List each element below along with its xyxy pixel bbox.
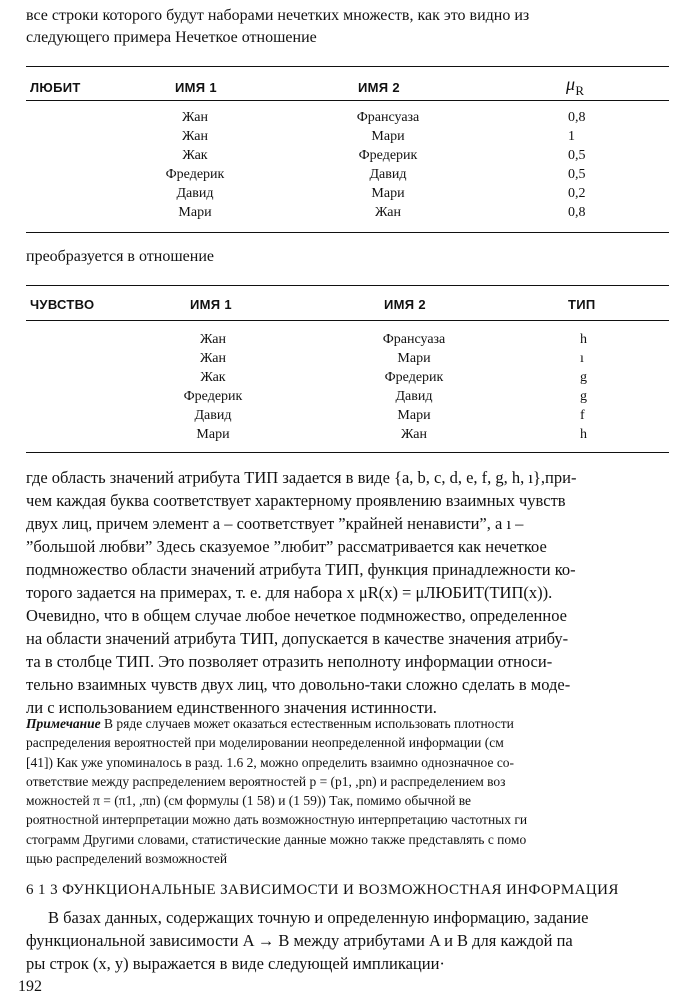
table2-cell: g <box>580 370 587 385</box>
note-first-line <box>26 714 670 733</box>
note-line: ответствие между распределением вероятностей p = (p1, ,pn) и распределением воз <box>26 773 506 789</box>
intro-line-1: все строки которого будут наборами нечетких множеств, как это видно из <box>26 7 530 24</box>
table2-cell: Фредерик <box>384 370 444 385</box>
paragraph-line: на области значений атрибута ТИП, допускается в качестве значения атрибу- <box>26 629 569 648</box>
transition-text: преобразуется в отношение <box>26 248 214 265</box>
note-line: роятностной интерпретации можно дать возможностную интерпретацию частотных ги <box>26 812 528 828</box>
note-line: стограмм Другими словами, статистические данные можно также представлять с помо <box>26 831 527 847</box>
paragraph-line: подмножество области значений атрибута ТИП, функция принадлежности ко- <box>26 560 576 579</box>
paragraph-line: Очевидно, что в общем случае любое нечеткое подмножество, определенное <box>26 606 567 625</box>
table1-cell: 0,5 <box>568 148 586 163</box>
section-line: функциональной зависимости A → B между атрибутами A и B для каждой па <box>26 931 573 950</box>
section-paragraph <box>26 906 670 975</box>
table2-header-col3: ИМЯ 2 <box>384 297 426 312</box>
table2-cell: f <box>580 408 585 423</box>
table2-cell: Мари <box>397 351 431 366</box>
table1-cell: Давид <box>369 167 407 182</box>
table2-cell: ı <box>580 351 584 366</box>
table2-cell: Жан <box>200 332 226 347</box>
table2-header-col1: ЧУВСТВО <box>30 297 95 312</box>
table1-cell: 0,2 <box>568 186 586 201</box>
table2-cell: Давид <box>194 408 232 423</box>
table1-cell: 0,5 <box>568 167 586 182</box>
table1-cell: 0,8 <box>568 205 586 220</box>
note-line: [41]) Как уже упоминалось в разд. 1.6 2, можно определить взаимно однозначное со- <box>26 754 515 770</box>
table2-cell: Фредерик <box>183 389 243 404</box>
section-line: ры строк (x, y) выражается в виде следующей импликации· <box>26 954 445 973</box>
table1-cell: Жан <box>182 129 208 144</box>
table2-cell: Давид <box>395 389 433 404</box>
table1-top-rule <box>26 66 669 67</box>
table1-cell: Давид <box>176 186 214 201</box>
table1-header-col1: ЛЮБИТ <box>30 80 81 95</box>
paragraph-line: чем каждая буква соответствует характерному проявлению взаимных чувств <box>26 491 566 510</box>
table2-cell: Жан <box>401 427 427 442</box>
note-first-text: В ряде случаев может оказаться естественным использовать плотности <box>100 716 514 731</box>
section-heading: 6 1 3 ФУНКЦИОНАЛЬНЫЕ ЗАВИСИМОСТИ И ВОЗМОЖНОСТНАЯ ИНФОРМАЦИЯ <box>26 882 619 898</box>
table1-cell: 0,8 <box>568 110 586 125</box>
table1-cell: Фредерик <box>358 148 418 163</box>
intro-line-2: следующего примера Нечеткое отношение <box>26 29 317 46</box>
note-line: можностей π = (π1, ,πn) (см формулы (1 58) и (1 59)) Так, помимо обычной ве <box>26 793 471 809</box>
table1-cell: Фредерик <box>165 167 225 182</box>
table2-cell: h <box>580 427 587 442</box>
table2-header-col4: ТИП <box>568 297 596 312</box>
paragraph-line: ”большой любви” Здесь сказуемое ”любит” рассматривается как нечеткое <box>26 537 547 556</box>
page-number: 192 <box>18 978 42 995</box>
paragraph-line: торого задается на примерах, т. е. для набора x μR(x) = μЛЮБИТ(ТИП(x)). <box>26 583 553 602</box>
table2-cell: g <box>580 389 587 404</box>
table1-bottom-rule <box>26 232 669 233</box>
table1-cell: Жак <box>182 148 208 163</box>
table1-cell: Мари <box>371 186 405 201</box>
paragraph-line: где область значений атрибута ТИП задается в виде {a, b, c, d, e, f, g, h, ı},при- <box>26 468 577 487</box>
table2-cell: Мари <box>397 408 431 423</box>
paragraph-line: ли с использованием единственного значения истинности. <box>26 698 437 717</box>
table1-header-rule <box>26 100 669 101</box>
table2-top-rule <box>26 285 669 286</box>
paragraph-line: та в столбце ТИП. Это позволяет отразить неполноту информации относи- <box>26 652 553 671</box>
table1-cell: Франсуаза <box>356 110 420 125</box>
table2-cell: Франсуаза <box>382 332 446 347</box>
note-line: щью распределений возможностей <box>26 851 228 867</box>
table1-header-col3: ИМЯ 2 <box>358 80 400 95</box>
note-block <box>26 714 670 868</box>
table1-cell: Жан <box>375 205 401 220</box>
paragraph-line: двух лиц, причем элемент a – соответствует ”крайней ненависти”, a ı – <box>26 514 524 533</box>
table2-cell: Мари <box>196 427 230 442</box>
note-line: распределения вероятностей при моделировании неопределенной информации (см <box>26 735 504 751</box>
table2-bottom-rule <box>26 452 669 453</box>
table1-cell: Мари <box>178 205 212 220</box>
table2-header-rule <box>26 320 669 321</box>
table1-cell: Мари <box>371 129 405 144</box>
table1-cell: Жан <box>182 110 208 125</box>
section-line: В базах данных, содержащих точную и определенную информацию, задание <box>48 908 589 927</box>
table1-cell: 1 <box>568 129 575 144</box>
table1-header-col2: ИМЯ 1 <box>175 80 217 95</box>
paragraph-line: тельно взаимных чувств двух лиц, что довольно-таки сложно сделать в моде- <box>26 675 571 694</box>
main-paragraph <box>26 466 670 719</box>
table2-cell: h <box>580 332 587 347</box>
note-lead: Примечание <box>26 716 101 731</box>
table1-header-mu: $\mu_R$ <box>566 74 585 98</box>
table2-cell: Жан <box>200 351 226 366</box>
table2-cell: Жак <box>200 370 226 385</box>
table2-header-col2: ИМЯ 1 <box>190 297 232 312</box>
